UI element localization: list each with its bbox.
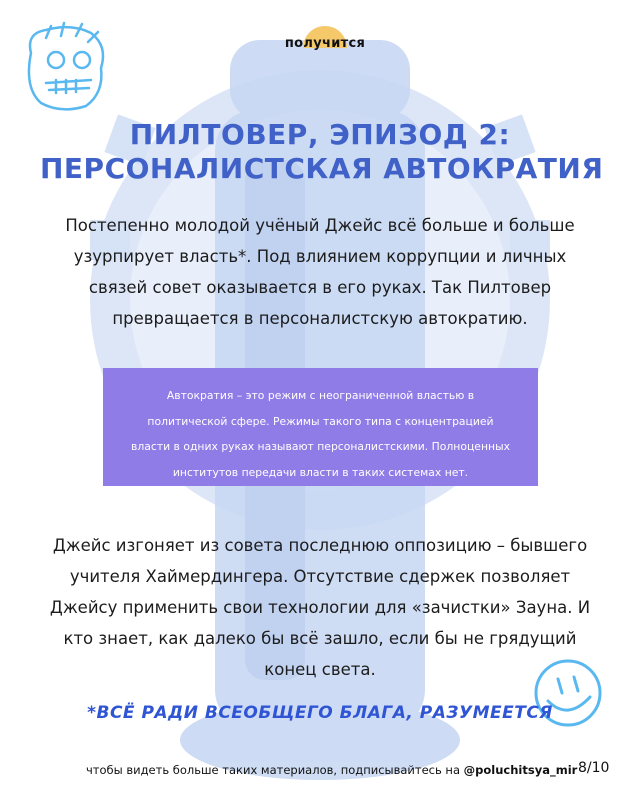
title-line-2: ПЕРСОНАЛИСТСКАЯ АВТОКРАТИЯ — [40, 152, 604, 185]
footnote: *ВСЁ РАДИ ВСЕОБЩЕГО БЛАГА, РАЗУМЕЕТСЯ — [87, 703, 553, 723]
paragraph-line: Джейсу применить свои технологии для «зачистки» Зауна. И — [49, 598, 591, 617]
intro-paragraph — [40, 210, 600, 334]
paragraph-line: узурпирует власть*. Под влиянием коррупции и личных — [73, 247, 567, 266]
page-title — [40, 118, 604, 186]
brand-logo-text: получится — [284, 36, 366, 51]
definition-line: политической сфере. Режимы такого типа с концентрацией — [147, 414, 494, 428]
definition-line: Автократия – это режим с неограниченной властью в — [166, 389, 475, 402]
paragraph-line: учителя Хаймердингера. Отсутствие сдержек позволяет — [69, 567, 571, 586]
scribble-face-icon — [16, 18, 116, 118]
brand-logo — [270, 18, 380, 68]
social-handle-link[interactable]: @poluchitsya_mir — [463, 763, 578, 777]
definition-box — [103, 368, 538, 486]
definition-line: институтов передачи власти в таких системах нет. — [172, 465, 469, 479]
paragraph-line: кто знает, как далеко бы всё зашло, если бы не грядущий — [63, 629, 577, 648]
paragraph-line: Джейс изгоняет из совета последнюю оппозицию – бывшего — [52, 536, 588, 555]
paragraph-line: Постепенно молодой учёный Джейс всё больше и больше — [65, 216, 575, 235]
paragraph-line: конец света. — [264, 660, 376, 679]
footer-cta — [86, 763, 577, 777]
definition-line: власти в одних руках называют персоналистскими. Полноценных — [131, 440, 510, 453]
paragraph-line: связей совет оказывается в его руках. Так Пилтовер — [88, 278, 552, 297]
footer-text: чтобы видеть больше таких материалов, подписывайтесь на — [86, 763, 464, 777]
title-line-1: ПИЛТОВЕР, ЭПИЗОД 2: — [129, 118, 511, 151]
page-number: 8/10 — [578, 760, 610, 776]
paragraph-line: превращается в персоналистскую автократию. — [112, 309, 528, 328]
second-paragraph — [40, 530, 600, 685]
